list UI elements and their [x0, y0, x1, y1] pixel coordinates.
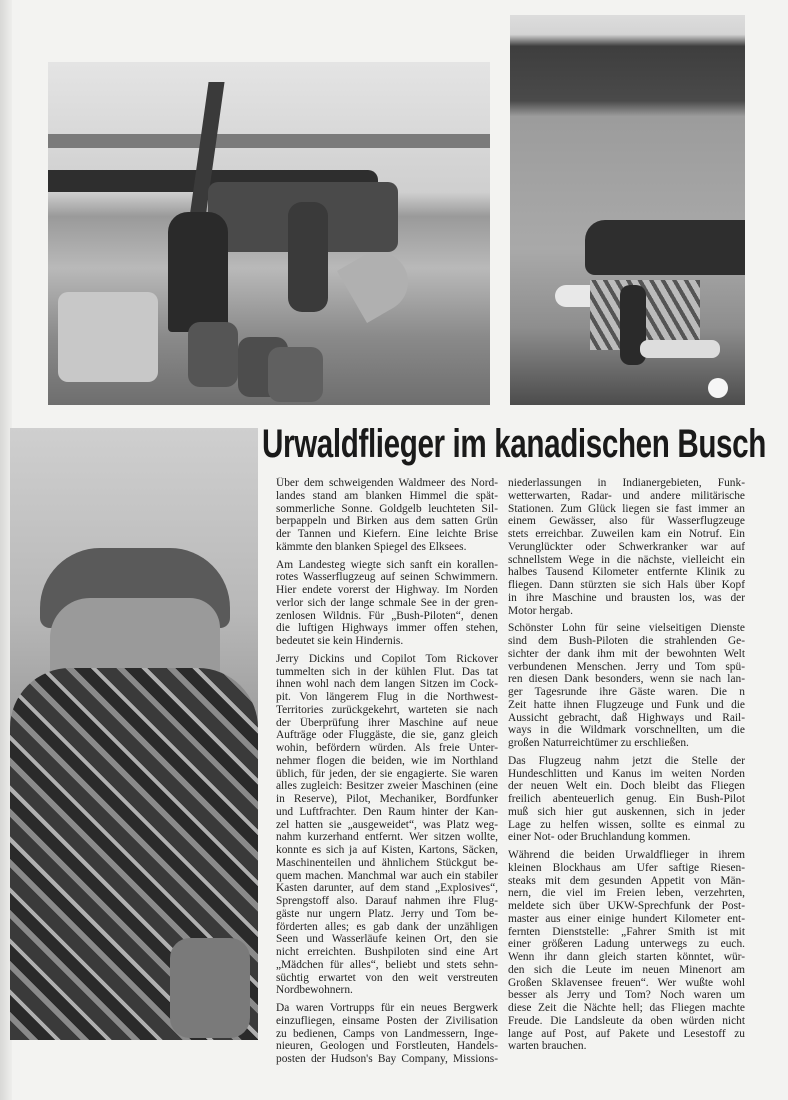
text-line: lange auf Post, auf Pakete und Lesestoff zu [508, 1027, 745, 1040]
text-line: Schönster Lohn für seine vielseitigen Dienste [508, 622, 745, 635]
text-line: halbes Tausend Kilometer entfernte Klinik zu [508, 566, 745, 579]
paragraph [508, 622, 745, 750]
text-line: gäste nur ungern Platz. Jerry und Tom be- [276, 907, 498, 920]
text-line: verlor sich der lange schmale See in der gren- [276, 596, 498, 609]
text-line: warten brauchen. [508, 1040, 587, 1053]
text-column-right [508, 477, 745, 1058]
text-line: berpappeln und Birken aus dem satten Grün [276, 515, 498, 528]
text-line: ihnen wohl nach dem langen Sitzen im Cock- [276, 678, 498, 691]
text-line: Maschinenteilen und ähnlichem Stückgut be- [276, 856, 498, 869]
text-line: quem machen. Manchmal war auch ein stabiler [276, 869, 498, 882]
text-line: alles zugleich: Besitzer zweier Maschinen (eine [276, 780, 498, 793]
text-line: Verunglückter oder Schwerkranker war auf [508, 540, 745, 553]
text-line: Zeit hatte ihnen Flugzeuge und Funk und die [508, 698, 745, 711]
photo-bush-pilot-portrait [10, 428, 258, 1040]
text-line: Aufträge oder Fluggäste, die sie, ganz gleich [276, 729, 498, 742]
paragraph [276, 477, 498, 554]
text-line: zu bedienen, Camps von Landmessern, Inge- [276, 1027, 498, 1040]
text-line: einer größeren Ladung unterwegs zu euch. [508, 938, 745, 951]
text-line: steaks mit dem gesunden Appetit von Män- [508, 874, 745, 887]
text-line: zel hatten sie „ausgeweidet“, was Platz weg- [276, 818, 498, 831]
paragraph [276, 653, 498, 997]
text-line: Während die beiden Urwaldflieger in ihrem [508, 849, 745, 861]
text-line: Großen Sklavensee freuen“. Wer wußte wohl [508, 976, 745, 989]
text-line: pit. Von längerem Flug in die Northwest- [276, 691, 498, 703]
text-line: nieuren, Geologen und Forstleuten, Handels- [276, 1040, 498, 1053]
text-line: förderten alles; es gab dank der unzähligen [276, 920, 498, 933]
paragraph [276, 559, 498, 648]
text-line: fernten Dienststelle: „Fahrer Smith ist mit [508, 925, 745, 938]
text-line: üblich, für jeden, der sie engagierte. Sie waren [276, 767, 498, 780]
text-line: posten der Hudson's Bay Company, Missions- [276, 1053, 498, 1065]
text-line: Hier endete vorerst der Highway. Im Norden [276, 584, 498, 596]
text-column-left [276, 477, 498, 1071]
text-line: Sprengstoff also. Darauf nahmen ihre Flug- [276, 895, 498, 907]
text-line: Motor hergab. [508, 604, 573, 617]
text-line: ren diesen Dank besonders, wenn sie nach lan- [508, 673, 745, 686]
text-line: einzufliegen, einsame Posten der Zivilisation [276, 1014, 498, 1027]
paragraph [276, 1002, 498, 1066]
text-line: ways in die Wildmark vorschnellten, um die [508, 724, 745, 737]
text-line: Am Landesteg wiegte sich sanft ein korallen- [276, 558, 498, 571]
text-line: sind dem Bush-Piloten die strahlenden Ge- [508, 635, 745, 647]
paragraph [508, 755, 745, 844]
photo-lake-seaplane [510, 15, 745, 405]
text-line: fliegen. Dann stürzten sie sich Hals über Kopf [508, 579, 745, 591]
page-marker-dot [708, 378, 728, 398]
text-line: meldete sich über UKW-Sprechfunk der Post- [508, 900, 745, 912]
text-line: diese Zeit die Nächte hell; das Fliegen machte [508, 1002, 745, 1014]
text-line: die luftigen Highways immer offen stehen, [276, 622, 498, 635]
text-line: nern, die viel im Freien leben, verzehrten, [508, 887, 745, 900]
text-line: konnte es sich ja auf Kisten, Kartons, Säcken, [276, 844, 498, 856]
text-line: großen Naturreichtümer zu erschließen. [508, 737, 689, 749]
text-line: Über dem schweigenden Waldmeer des Nord- [276, 477, 498, 489]
text-line: sichter der dank ihm mit der bewohnten Welt [508, 647, 745, 660]
text-line: nahm kurzerhand entfernt. Wer sitzen wollte, [276, 831, 498, 844]
text-line: Kasten darunter, auf dem stand „Explosives“, [276, 882, 498, 895]
text-line: Jerry Dickins und Copilot Tom Rickover [276, 652, 498, 665]
text-line: sommerliche Sonne. Goldgelb leuchteten Sil- [276, 502, 498, 515]
text-line: muß sich hier gut auskennen, sich in jeder [508, 805, 745, 818]
text-line: verbundenen Menschen. Jerry und Tom spü- [508, 660, 745, 673]
text-line: master aus einer einige hundert Kilometer ent- [508, 912, 745, 925]
text-line: Aussicht gebracht, daß Highways und Rail- [508, 711, 745, 724]
text-line: niederlassungen in Indianergebieten, Funk- [508, 477, 745, 489]
text-line: freilich abenteuerlich genug. Ein Bush-Pilot [508, 793, 745, 805]
text-line: Lage zu helfen wissen, sollte es einmal zu [508, 818, 745, 831]
text-line: Stationen. Zum Glück liegen sie fast immer an [508, 502, 745, 515]
text-line: landes stand am blanken Himmel die spät- [276, 489, 498, 502]
text-line: Territories zurückgekehrt, warteten sie nach [276, 703, 498, 716]
text-line: nehmer flogen die beiden, wie im Northland [276, 754, 498, 767]
text-line: Seen und Wasserläufe keinen Ort, den sie [276, 933, 498, 946]
text-line: Das Flugzeug nahm jetzt die Stelle der [508, 754, 745, 767]
text-line: wetterwarten, Radar- und andere militärische [508, 489, 745, 502]
text-line: schnellstem Wege in die nächste, vielleicht ein [508, 553, 745, 566]
text-line: besser als Jerry und Tom? Noch waren um [508, 989, 745, 1002]
text-line: einem Gewässer, also für Wasserflugzeuge [508, 515, 745, 528]
text-line: rotes Wasserflugzeug auf seinen Schwimmern. [276, 571, 498, 584]
text-line: zenlosen Wildnis. Für „Bush-Piloten“, denen [276, 609, 498, 622]
article-title: Urwaldflieger im kanadischen Busch [262, 422, 766, 466]
text-line: der Tannen und Kiefern. Eine leichte Brise [276, 528, 498, 540]
text-line: bedeutet sie kein Hindernis. [276, 635, 404, 647]
paragraph [508, 477, 745, 617]
text-line: Nordbewohnern. [276, 984, 353, 997]
text-line: Da waren Vortrupps für ein neues Bergwerk [276, 1002, 498, 1014]
text-line: der neuen Welt ein. Doch bleibt das Fliegen [508, 780, 745, 793]
text-line: Hundeschlitten und Kanus im weiten Norden [508, 767, 745, 780]
text-line: tummelten sich in der kühlen Flut. Das tat [276, 665, 498, 678]
text-line: einer Not- oder Bruchlandung kommen. [508, 831, 691, 844]
text-line: in Reserve), Pilot, Mechaniker, Bordfunker [276, 793, 498, 805]
paragraph [508, 849, 745, 1053]
text-line: „Mädchen für alles“, beliebt und stets sehn- [276, 958, 498, 971]
text-line: kämmte den blanken Spiegel des Elksees. [276, 540, 467, 553]
text-line: kleinen Blockhaus am Ufer saftige Riesen- [508, 861, 745, 874]
text-line: wohin, befördern würden. Als freie Unter- [276, 742, 498, 754]
text-line: nicht erreichten. Bushpiloten sind eine Art [276, 946, 498, 958]
text-line: stets erreichbar. Zuweilen kam ein Notruf. Ein [508, 528, 745, 540]
text-line: in ihre Maschine und brausten los, was der [508, 591, 745, 604]
text-line: den sich die Leute im neuen Minenort am [508, 963, 745, 976]
text-line: süchtig erwartet von den weit verstreuten [276, 971, 498, 984]
text-line: und Luftfrachter. Den Raum hinter der Kan- [276, 805, 498, 818]
photo-seaplane-loading [48, 62, 490, 405]
text-line: Freude. Die Landsleute da oben würden nicht [508, 1014, 745, 1027]
text-line: Wenn ihr dann gleich starten könntet, wür- [508, 951, 745, 963]
text-line: der Überprüfung ihrer Maschine auf neue [276, 716, 498, 729]
text-line: ger Tagesrunde ihre Gäste waren. Die n [508, 686, 745, 698]
